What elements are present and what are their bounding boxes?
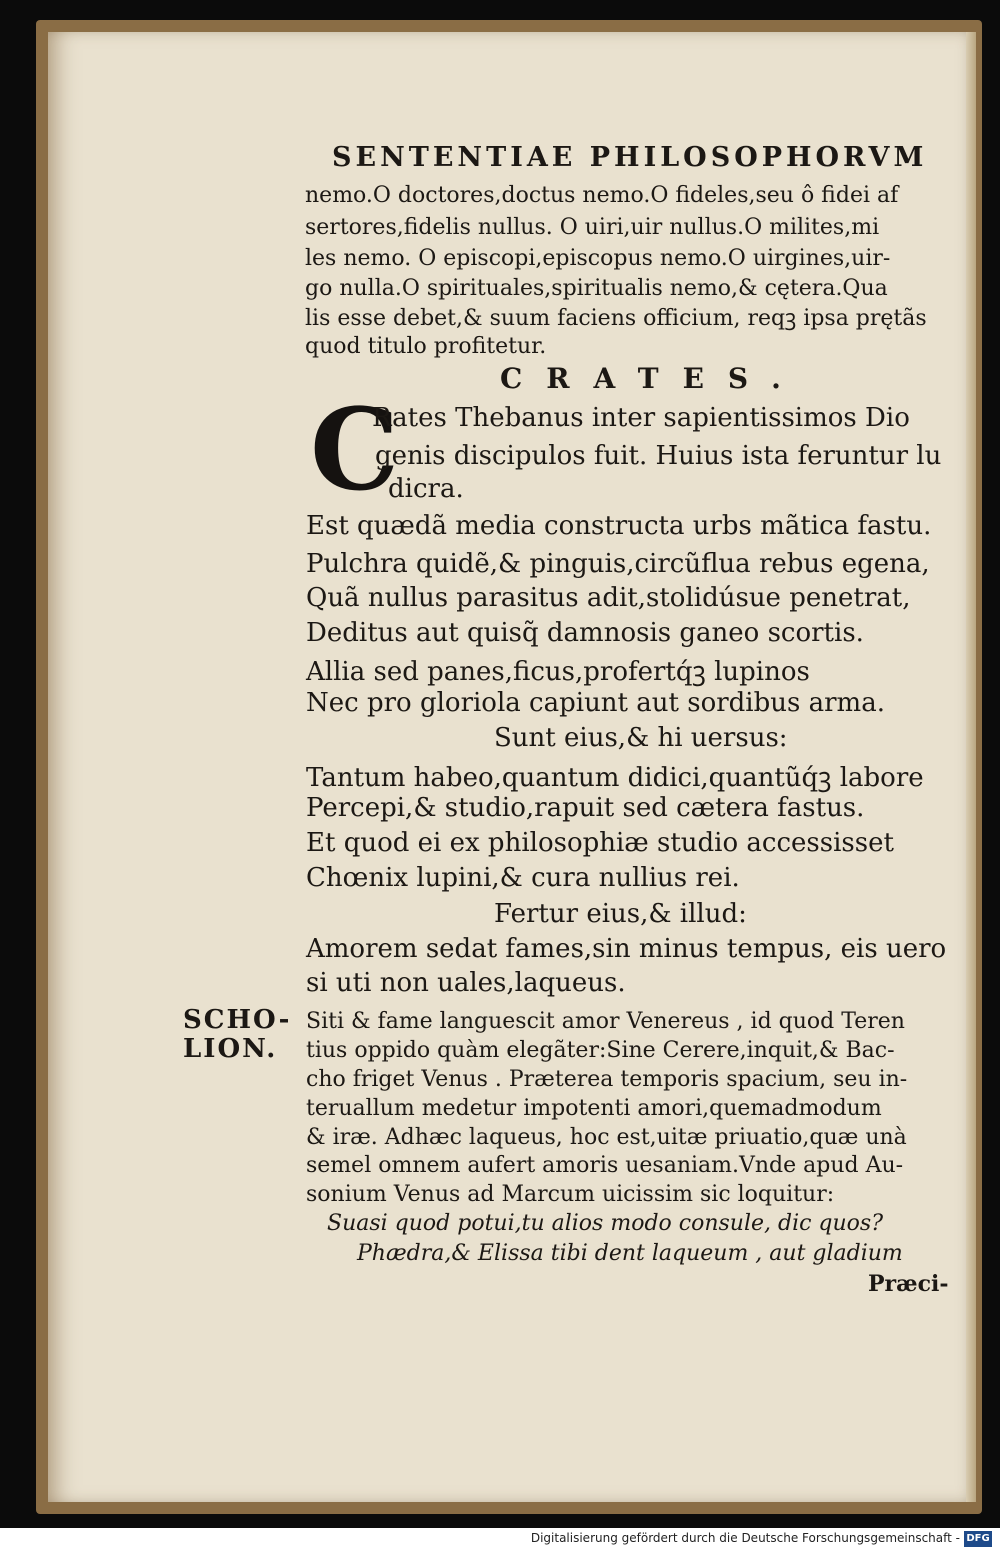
drop-capital: C bbox=[310, 385, 400, 516]
scholion-line: semel omnem aufert amoris uesaniam.Vnde apud Au- bbox=[306, 1153, 904, 1178]
scholion-line: teruallum medetur impotenti amori,quemadmodum bbox=[306, 1096, 882, 1121]
verse-line: Amorem sedat fames,sin minus tempus, eis uero bbox=[306, 934, 947, 964]
verse-line: Deditus aut quisq̃ damnosis ganeo scortis. bbox=[306, 618, 864, 648]
scholion-line: & iræ. Adhæc laqueus, hoc est,uitæ priuatio,quæ unà bbox=[306, 1125, 907, 1150]
dfg-logo: DFG bbox=[964, 1531, 992, 1547]
text-line: go nulla.O spirituales,spiritualis nemo,& cętera.Qua bbox=[305, 276, 888, 301]
verse-line: Percepi,& studio,rapuit sed cætera fastus. bbox=[306, 793, 865, 823]
running-header: SENTENTIAE PHILOSOPHORVM bbox=[332, 142, 928, 173]
text-line: Rates Thebanus inter sapientissimos Dio bbox=[372, 403, 910, 433]
verse-line: Nec pro gloriola capiunt aut sordibus arma. bbox=[306, 688, 885, 718]
quote-line: Suasi quod potui,tu alios modo consule, dic quos? bbox=[327, 1211, 884, 1236]
text-line: les nemo. O episcopi,episcopus nemo.O uirgines,uir- bbox=[305, 246, 891, 271]
verse-line: Allia sed panes,ficus,profertq́ꝫ lupinos bbox=[306, 657, 810, 687]
scholion-line: Siti & fame languescit amor Venereus , id quod Teren bbox=[306, 1009, 905, 1034]
verse-line: Quã nullus parasitus adit,stolidúsue penetrat, bbox=[306, 583, 911, 613]
verse-line: Et quod ei ex philosophiæ studio accessisset bbox=[306, 828, 894, 858]
verse-line: Tantum habeo,quantum didici,quantũq́ꝫ labore bbox=[306, 763, 924, 793]
scholion-label: SCHO- bbox=[183, 1005, 292, 1035]
text-line: quod titulo profitetur. bbox=[305, 334, 547, 359]
scholion-line: tius oppido quàm elegãter:Sine Cerere,inquit,& Bac- bbox=[306, 1038, 895, 1063]
catchword: Præci- bbox=[868, 1271, 949, 1297]
verse-line: Chœnix lupini,& cura nullius rei. bbox=[306, 863, 740, 893]
footer-credit: Digitalisierung gefördert durch die Deutsche Forschungsgemeinschaft - bbox=[530, 1531, 960, 1545]
text-line: sertores,fidelis nullus. O uiri,uir nullus.O milites,mi bbox=[305, 215, 880, 240]
section-title: CRATES. bbox=[500, 362, 805, 395]
scholion-line: sonium Venus ad Marcum uicissim sic loquitur: bbox=[306, 1182, 835, 1207]
verse-intro: Sunt eius,& hi uersus: bbox=[494, 723, 788, 753]
scholion-line: cho friget Venus . Præterea temporis spacium, seu in- bbox=[306, 1067, 908, 1092]
quote-line: Phædra,& Elissa tibi dent laqueum , aut gladium bbox=[357, 1241, 903, 1266]
text-line: nemo.O doctores,doctus nemo.O fideles,seu ô fidei af bbox=[305, 183, 899, 208]
text-line: dicra. bbox=[388, 474, 464, 504]
verse-intro: Fertur eius,& illud: bbox=[494, 899, 747, 929]
text-line: lis esse debet,& suum faciens officium, reqꝫ ipsa prętãs bbox=[305, 306, 927, 331]
verse-line: Est quædã media constructa urbs mãtica fastu. bbox=[306, 511, 932, 541]
text-line: genis discipulos fuit. Huius ista feruntur lu bbox=[375, 441, 942, 471]
verse-line: Pulchra quidẽ,& pinguis,circũflua rebus egena, bbox=[306, 549, 930, 579]
scholion-label: LION. bbox=[183, 1034, 278, 1064]
verse-line: si uti non uales,laqueus. bbox=[306, 968, 626, 998]
